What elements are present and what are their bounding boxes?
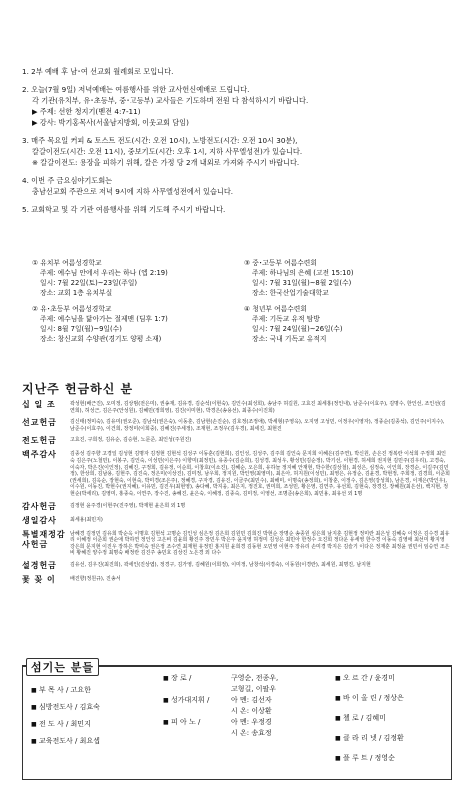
server-item [31,719,100,730]
bullet-icon: ■ [31,687,37,694]
offering-names: 김신태(정미숙), 김유미(권오준), 김남석(권은숙), 이동훈, 김남현(손진순), 김호정(조정애), 박세형(주영옥), 오지영 고성민, 이정우(이영자), 정종순(김종석), 김인주(이지수), 남준수(이효주), 이건희, 장정미(이희중), 김혜진(주세정), 조재현, 조정우(김우경), 최세진, 최현진 [70,419,445,432]
server-item [163,695,278,706]
offering-names: 남혜경 김정민 김유희 박순옥 이명호 김현석 고명순 김인성 심은정 김은희 김원민 김희진 박현순 장명순 송종원 심은희 남지훈 김현정 정미란 최은성 김혜숙 이정은 김수경 최유리 이혜정 이준희 권순애 박하연 정인성 고은비 김윤희 황진주 장민우 박은주 윤지영 허정미 김성은 최민아 한정수 오진희 정다운 유세영 한수경 이동숙 김영애 최선미 황지영 강은희 문지현 이진우 장하은 박미숙 권은정 조수연 최재현 유정민 홍지원 윤희경 김동현 오민영 이현주 장유리 손미경 박지은 김슬기 이다은 정재훈 최정윤 권민서 임승연 조은비 황혜진 양수정 최명숙 배정란 김진주 송민호 김상진 노은경 외 다수 [70,530,450,557]
announcement-line [22,157,454,168]
server-item [335,693,404,704]
server-text: 심방전도사 / 김효숙 [39,703,100,711]
program-row [32,258,456,298]
offering-names: 배진향(정원규), 진송서 [70,575,121,582]
announcement-item [22,135,454,168]
offering-list [22,400,450,589]
offering-row [22,400,450,414]
announcement-line [22,66,454,77]
program-detail: 일시: 8월 7일(월)~9일(수) [40,325,122,333]
announcement-line [22,84,454,95]
server-item [163,728,278,739]
offering-row [22,561,450,571]
server-item [31,736,100,747]
server-text: 오 르 간 / 윤경미 [343,674,395,682]
server-item [163,684,278,695]
servers-column-2 [163,673,278,739]
program-detail: 일시: 7월 31일(월)~8월 2일(수) [252,279,352,287]
server-names: 고형길, 이팔우 [231,685,277,693]
program-detail: 주제: 기독교 유적 탐방 [252,315,320,323]
offering-names: 김종성 김주향 고경일 김성현 김명자 김정현 김현석 김성구 이동훈(김현희), 김인성, 김성주, 김주희 김인숙 문지희 이혜은(김주연), 박신원, 손은진 정복란 이석희 주정희 최인숙 김은주(노철민), 이봉구, 김인숙, 이성민(이은주) 이향미(최정민), 유종수(김순희), 김성경, 최성우, 황성민(김순정), 박기선, 이현경, 허세희 권지현 김민주(김우리), 고경숙, 이숙자, 박은진(이인정), 김혜진, 구정희, 김유정, 이순희, 이창호(이소진), 김혜순, 오은희, 유하늘 정지혜 안재현, 박수한(김상철), 최성은, 심정숙, 이인희, 장경순, 이길주(김민정), 한상희, 김남용, 김현주, 김진숙, 정은미(이상진), 김미정, 남우희, 정지원, 박인영(최영미), 최은아, 허지원(이성민), 최영은, 유정순, 김윤경, 박현정, 주희정, 김경희, 이준희(권세희), 김옥순, 장현숙, 이현숙, 박미경(조은주), 정혜경, 구자경, 김유진, 이금주(최민수), 최해미, 이명숙(송정희), 이창훈, 이정수, 김은영(강성희), 남은경, 이재은(박인우), 이수원, 이동진, 박현수(권지혜), 이유민, 김진우(최현영), 송다혜, 박지웅, 최은지, 정진호, 권미희, 조성민, 황은영, 김연주, 유선희, 김현숙, 장경진, 장혜원(최은선), 백지현, 정현순(박세리), 김영미, 홍종숙, 이연주, 장수진, 송혜진, 윤은숙, 이혜정, 김종숙, 김미정, 이영선, 조명준(송은희), 최민용, 최유선 외 1명 [70,451,450,497]
program-detail: 일시: 7월 24일(월)~26일(수) [252,325,343,333]
server-item [163,706,278,717]
offering-section-title: 지난주 헌금하신 분 [22,382,134,396]
announcement-number: 3. [22,136,29,145]
server-item [163,673,278,684]
program-title: ④ 청년부 여름수련회 [244,305,307,313]
announcement-line [22,146,454,157]
program-detail: 장소: 교회 1층 유치부실 [40,289,113,297]
program-item [32,304,244,344]
announcement-text: 2부 예배 후 남･여 선교회 월례회로 모입니다. [31,67,174,76]
bullet-icon: ■ [163,719,169,726]
bullet-icon: ■ [31,738,37,745]
offering-label: 선교헌금 [22,418,57,428]
program-detail: 장소: 국내 기독교 유적지 [252,335,327,343]
announcement-item [22,84,454,128]
announcement-subline: ▶ 주제: 선한 청지기(벧전 4:7-11) [32,107,141,116]
server-text: 클 라 리 넷 / 김정환 [343,734,404,742]
announcement-item [22,175,454,197]
offering-row [22,418,450,432]
server-text: 바 이 올 린 / 정상은 [343,694,404,702]
offering-label: 생일감사 [22,515,57,525]
announcement-number: 1. [22,67,29,76]
server-item [31,685,100,696]
bullet-icon: ■ [31,721,37,728]
server-item [335,713,404,724]
announcement-text: 교회학교 및 각 기관 여름행사를 위해 기도해 주시기 바랍니다. [31,205,226,214]
announcement-text: 오늘(7월 9일) 저녁예배는 여름행사를 위한 교사헌신예배로 드립니다. [31,85,250,94]
server-names: 구영순, 전종우, [231,674,279,682]
server-role: 피 아 노 / [171,718,201,726]
bullet-icon: ■ [163,697,169,704]
offering-label: 백주감사 [22,450,57,460]
announcement-line [22,186,454,197]
program-detail: 장소: 한국산업기술대학교 [252,289,329,297]
announcement-number: 2. [22,85,29,94]
announcement-text: 각 기관(유치부, 유･초등부, 중･고등부) 교사들은 기도하며 전원 다 참석하시기 바랍니다. [32,96,309,105]
offering-row [22,436,450,446]
offering-row [22,516,450,526]
announcement-subline: ▶ 강사: 박기홍목사(서울남지방회, 이웃교회 담임) [32,118,189,127]
program-detail: 주제: 하나님의 은혜 (고전 15:10) [252,269,354,277]
servers-column-3 [335,673,404,773]
announcement-text: 매주 목요일 커피 & 토스트 전도(시간: 오전 10시), 노방전도(시간: 오전 10시 30분), [31,136,298,145]
offering-label: 십 일 조 [22,400,56,409]
server-text: 플 루 트 / 정영순 [343,754,395,762]
offering-label: 감사헌금 [22,501,57,511]
server-item [163,717,278,728]
server-names: 아 멘: 김선자 [231,696,272,704]
bullet-icon: ■ [335,735,341,742]
offering-label: 꽃 꽂 이 [22,574,56,584]
program-detail: 주제: 예수님 안에서 우리는 하나 (엡 2:19) [40,269,168,277]
offering-row [22,575,450,585]
announcement-number: 5. [22,205,29,214]
offering-label: 설경헌금 [22,560,57,570]
announcements [22,66,454,222]
server-role: 장 로 / [171,674,192,682]
server-names: 시 온: 송효정 [231,729,272,737]
program-detail: 장소: 창신교회 수양관(경기도 양평 소재) [40,335,162,343]
bullet-icon: ■ [335,675,341,682]
server-text: 부 목 사 / 고요한 [39,686,91,694]
offering-label: 특별재정감사헌금 [22,529,66,549]
server-role: 성가대지휘 / [171,696,210,704]
announcement-text: 이번 주 금요심야기도회는 [31,176,113,185]
servers-column-1 [31,685,100,753]
offering-row [22,502,450,512]
program-row [32,304,456,344]
bullet-icon: ■ [335,755,341,762]
offering-names: 최세용(최민지) [70,516,103,523]
offering-label: 전도헌금 [22,436,57,446]
offering-row [22,530,450,557]
announcement-item [22,66,454,77]
announcement-line [22,135,454,146]
announcement-line [22,204,454,215]
offering-names: 김정현 윤주경(이현주(진주영), 박재현 윤은희 외 1명 [70,502,186,509]
program-item [244,258,456,298]
announcement-line [22,95,454,106]
program-title: ② 유･초등부 여름성경학교 [32,305,112,313]
server-text: 전 도 사 / 최민지 [39,720,91,728]
offering-names: 곽성현(배근진), 오미정, 김상범(전은미), 권송재, 김유경, 김순석(이현숙), 김인수(최성희), 송남주 허길원, 고효진 최세홍(정인내), 남준수(이효주), 김명수, 한인선, 조인선(김연희), 허성근, 김은주(안성원), 김혜민(정희영), 김진(이미현), 박경은(송용선), 최종수(이진희) [70,401,446,414]
announcement-text: 칼갈이전도(시간: 오전 11시), 중보기도(시간: 오후 1시, 지하 사무엘성전)가 있습니다. [32,147,303,156]
bullet-icon: ■ [163,675,169,682]
offering-names: 김유선, 김우진(최진희), 곽세인(진상엽), 정경구, 김가영, 김혜원(이희정), 이미정, 남창석(서경숙), 이동원(이경란), 최세원, 최명진, 남지현 [70,561,371,568]
announcement-text: ※ 칼갈이전도: 용장을 피하기 위해, 칼은 가정 당 2개 내외로 가져와 주시기 바랍니다. [32,158,300,167]
server-text: 교육전도사 / 최요셉 [39,737,100,745]
bullet-icon: ■ [31,704,37,711]
program-detail: 주제: 예수님을 닮아가는 절제맨 (딤후 1:7) [40,315,168,323]
servers-section-title: 섬기는 분들 [26,658,99,676]
servers-box [22,665,452,780]
program-title: ③ 중･고등부 여름수련회 [244,259,317,267]
program-item [244,304,456,344]
announcement-number: 4. [22,176,29,185]
server-text: 첼 로 / 김혜미 [343,714,386,722]
announcement-item [22,204,454,215]
program-item [32,258,244,298]
server-item [31,702,100,713]
program-title: ① 유치부 여름성경학교 [32,259,102,267]
server-names: 시 온: 이상환 [231,707,272,715]
summer-programs [32,258,456,350]
bullet-icon: ■ [335,715,341,722]
offering-row [22,450,450,497]
offering-names: 고효진, 구희정, 김유순, 김승현, 노문준, 최인성(주원진) [70,437,192,444]
program-detail: 일시: 7월 22일(토)~23일(주일) [40,279,138,287]
announcement-text: 충남선교회 주관으로 저녁 9시에 지하 사무엘성전에서 있습니다. [32,187,234,196]
server-item [335,673,404,684]
server-item [335,733,404,744]
announcement-line [22,175,454,186]
server-names: 아 멘: 우정경 [231,718,272,726]
server-item [335,753,404,764]
bullet-icon: ■ [335,695,341,702]
